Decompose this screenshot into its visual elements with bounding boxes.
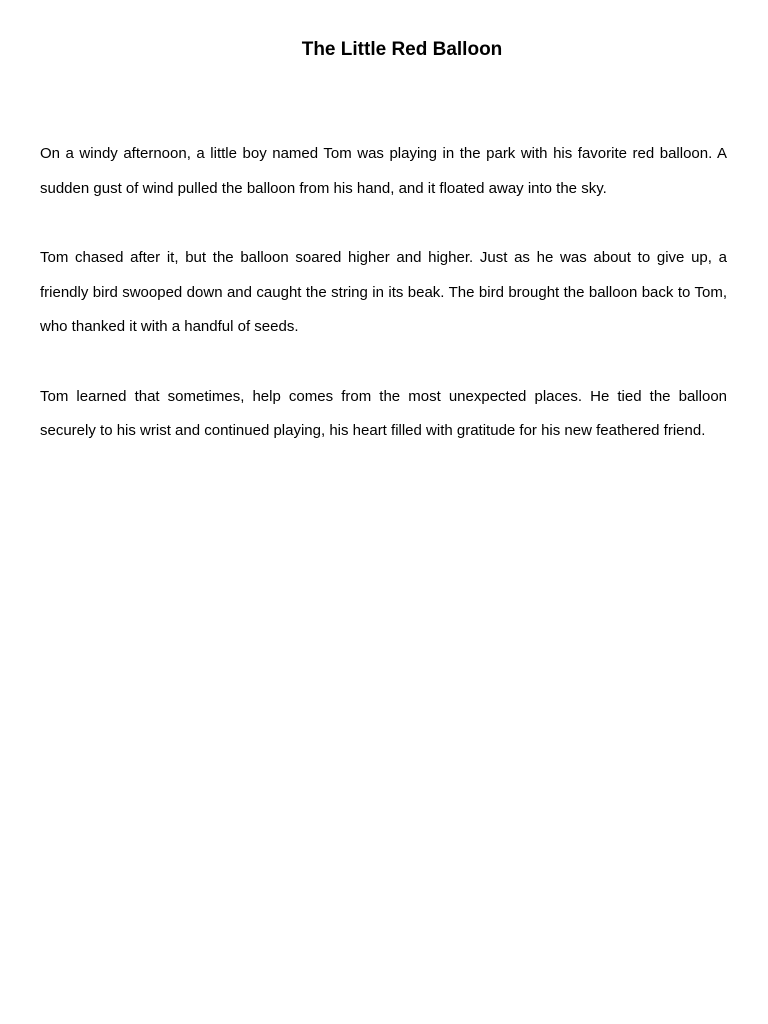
story-paragraph-3: Tom learned that sometimes, help comes from the most unexpected places. He tied the balloon securely to his wrist and continued playing, his heart filled with gratitude for his new feathered friend. — [40, 387, 727, 439]
page-title: The Little Red Balloon — [301, 39, 503, 60]
story-paragraph-2: Tom chased after it, but the balloon soared higher and higher. Just as he was about to give up, a friendly bird swooped down and caught the string in its beak. The bird brought the balloon back to Tom, who thanked it with a handful of seeds. — [40, 249, 727, 335]
story-body — [40, 137, 727, 484]
story-paragraph-1: On a windy afternoon, a little boy named Tom was playing in the park with his favorite red balloon. A sudden gust of wind pulled the balloon from his hand, and it floated away into the sky. — [40, 145, 727, 197]
